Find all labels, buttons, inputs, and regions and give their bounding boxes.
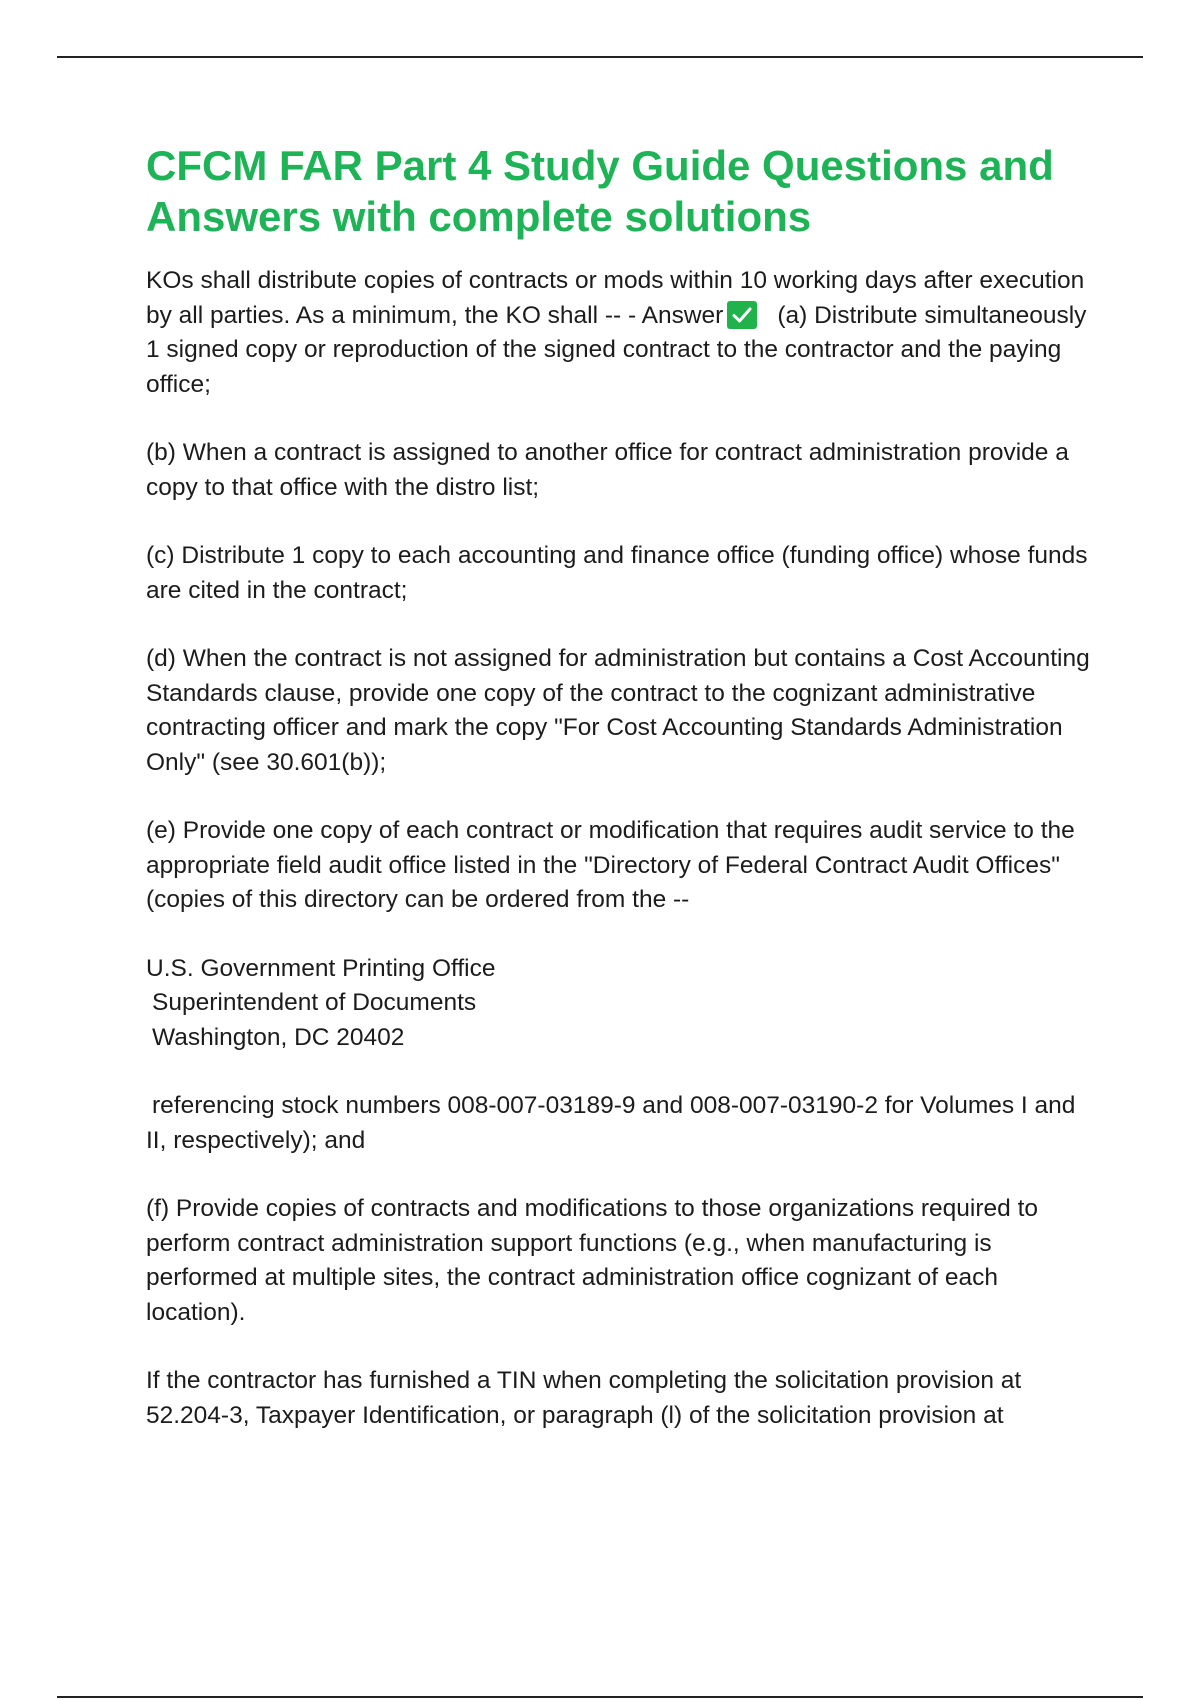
question-paragraph <box>146 264 1096 402</box>
answer-e-paragraph: (e) Provide one copy of each contract or modification that requires audit service to the appropriate field audit office listed in the "Directory of Federal Contract Audit Offices" (copies of this directory can be ordered from the -- <box>146 817 1075 913</box>
bottom-rule <box>57 1696 1143 1698</box>
answer-c-paragraph: (c) Distribute 1 copy to each accounting and finance office (funding office) whose funds are cited in the contract; <box>146 542 1088 604</box>
document-title: CFCM FAR Part 4 Study Guide Questions and Answers with complete solutions <box>146 142 1054 240</box>
top-rule <box>57 56 1143 58</box>
referencing-paragraph <box>146 1089 1096 1158</box>
referencing-text: referencing stock numbers 008-007-03189-9 and 008-007-03190-2 for Volumes I and II, respectively); and <box>146 1092 1076 1154</box>
address-block <box>146 952 1096 1056</box>
answer-b-paragraph: (b) When a contract is assigned to another office for contract administration provide a copy to that office with the distro list; <box>146 439 1069 501</box>
address-line-2: Superintendent of Documents <box>152 989 477 1016</box>
address-line-3: Washington, DC 20402 <box>152 1023 405 1051</box>
question-text: KOs shall distribute copies of contracts or mods within 10 working days after execution by all parties. As a minimum, the KO shall -- - Answer <box>146 267 1085 329</box>
check-mark-icon <box>727 301 757 329</box>
address-line-1: U.S. Government Printing Office <box>146 954 496 982</box>
page-content <box>146 140 1096 1467</box>
answer-f-paragraph: (f) Provide copies of contracts and modifications to those organizations required to perform contract administration support functions (e.g., when manufacturing is performed at multiple sites, the contract administration office cognizant of each location). <box>146 1195 1039 1326</box>
next-question-paragraph: If the contractor has furnished a TIN when completing the solicitation provision at 52.204-3, Taxpayer Identification, or paragraph (l) of the solicitation provision at <box>146 1367 1022 1429</box>
answer-a-text: (a) Distribute simultaneously 1 signed copy or reproduction of the signed contract to the contractor and the paying office; <box>146 301 1087 398</box>
answer-d-paragraph: (d) When the contract is not assigned for administration but contains a Cost Accounting Standards clause, provide one copy of the contract to the cognizant administrative contracting officer and mark the copy "For Cost Accounting Standards Administration Only" (see 30.601(b)); <box>146 645 1090 776</box>
